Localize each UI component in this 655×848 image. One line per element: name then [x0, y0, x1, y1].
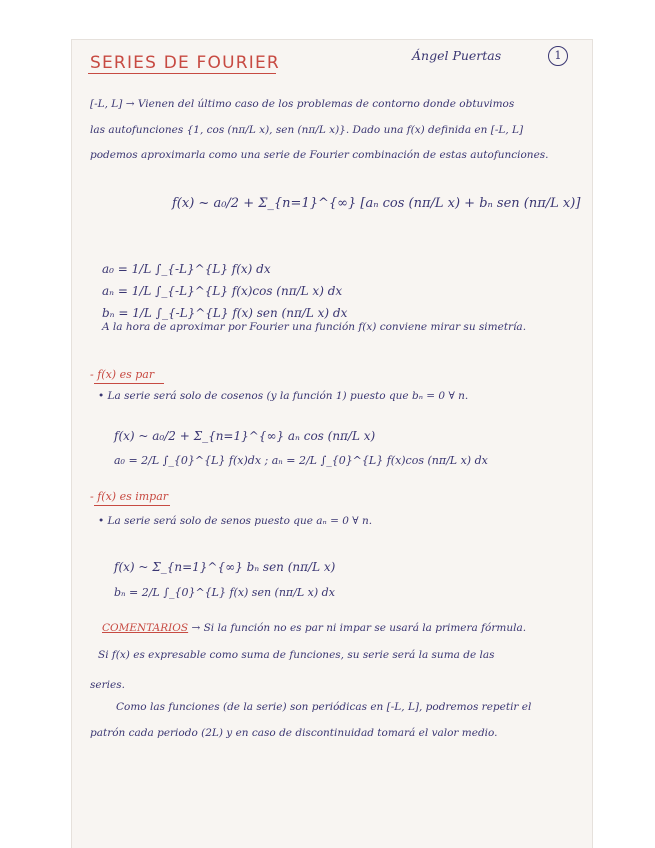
comments-label: COMENTARIOS — [102, 622, 189, 634]
odd-heading-underline — [94, 505, 170, 506]
intro-line-2: las autofunciones {1, cos (nπ/L x), sen (nπ/L x)}. Dado una f(x) definida en [-L, L] — [90, 124, 524, 136]
coefficient-an: aₙ = 1/L ∫_{-L}^{L} f(x)cos (nπ/L x) dx — [102, 284, 343, 298]
page-number: 1 — [548, 46, 568, 66]
author-name: Ángel Puertas — [412, 48, 502, 63]
odd-bullet: • La serie será solo de senos puesto que aₙ = 0 ∀ n. — [98, 515, 373, 527]
notebook-page — [72, 40, 592, 848]
comments-line-3: series. — [90, 679, 125, 691]
fourier-series-formula: f(x) ~ a₀/2 + Σ_{n=1}^{∞} [aₙ cos (nπ/L x) + bₙ sen (nπ/L x)] — [172, 196, 581, 211]
comments-line-2: Si f(x) es expresable como suma de funciones, su serie será la suma de las — [98, 649, 495, 661]
odd-heading: - f(x) es impar — [90, 490, 169, 503]
symmetry-note: A la hora de aproximar por Fourier una función f(x) conviene mirar su simetría. — [102, 321, 527, 333]
comments-line-5: patrón cada periodo (2L) y en caso de discontinuidad tomará el valor medio. — [90, 727, 498, 739]
page-title: SERIES DE FOURIER — [90, 53, 280, 73]
even-bullet: • La serie será solo de cosenos (y la función 1) puesto que bₙ = 0 ∀ n. — [98, 390, 469, 402]
title-underline — [88, 73, 276, 74]
even-heading-underline — [94, 383, 164, 384]
even-coefficients: a₀ = 2/L ∫_{0}^{L} f(x)dx ; aₙ = 2/L ∫_{0}^{L} f(x)cos (nπ/L x) dx — [114, 454, 488, 467]
comments-text-1: → Si la función no es par ni impar se usará la primera fórmula. — [191, 622, 527, 634]
intro-line-1: [-L, L] → Vienen del último caso de los problemas de contorno donde obtuvimos — [90, 98, 515, 110]
comments-line-4: Como las funciones (de la serie) son periódicas en [-L, L], podremos repetir el — [116, 701, 532, 713]
coefficient-bn: bₙ = 1/L ∫_{-L}^{L} f(x) sen (nπ/L x) dx — [102, 306, 348, 320]
odd-coefficient: bₙ = 2/L ∫_{0}^{L} f(x) sen (nπ/L x) dx — [114, 586, 335, 599]
even-heading: - f(x) es par — [90, 368, 155, 381]
comments-line-1 — [102, 622, 526, 634]
intro-line-3: podemos aproximarla como una serie de Fourier combinación de estas autofunciones. — [90, 149, 549, 161]
even-formula: f(x) ~ a₀/2 + Σ_{n=1}^{∞} aₙ cos (nπ/L x) — [114, 429, 376, 443]
odd-formula: f(x) ~ Σ_{n=1}^{∞} bₙ sen (nπ/L x) — [114, 560, 336, 574]
coefficient-a0: a₀ = 1/L ∫_{-L}^{L} f(x) dx — [102, 262, 271, 276]
